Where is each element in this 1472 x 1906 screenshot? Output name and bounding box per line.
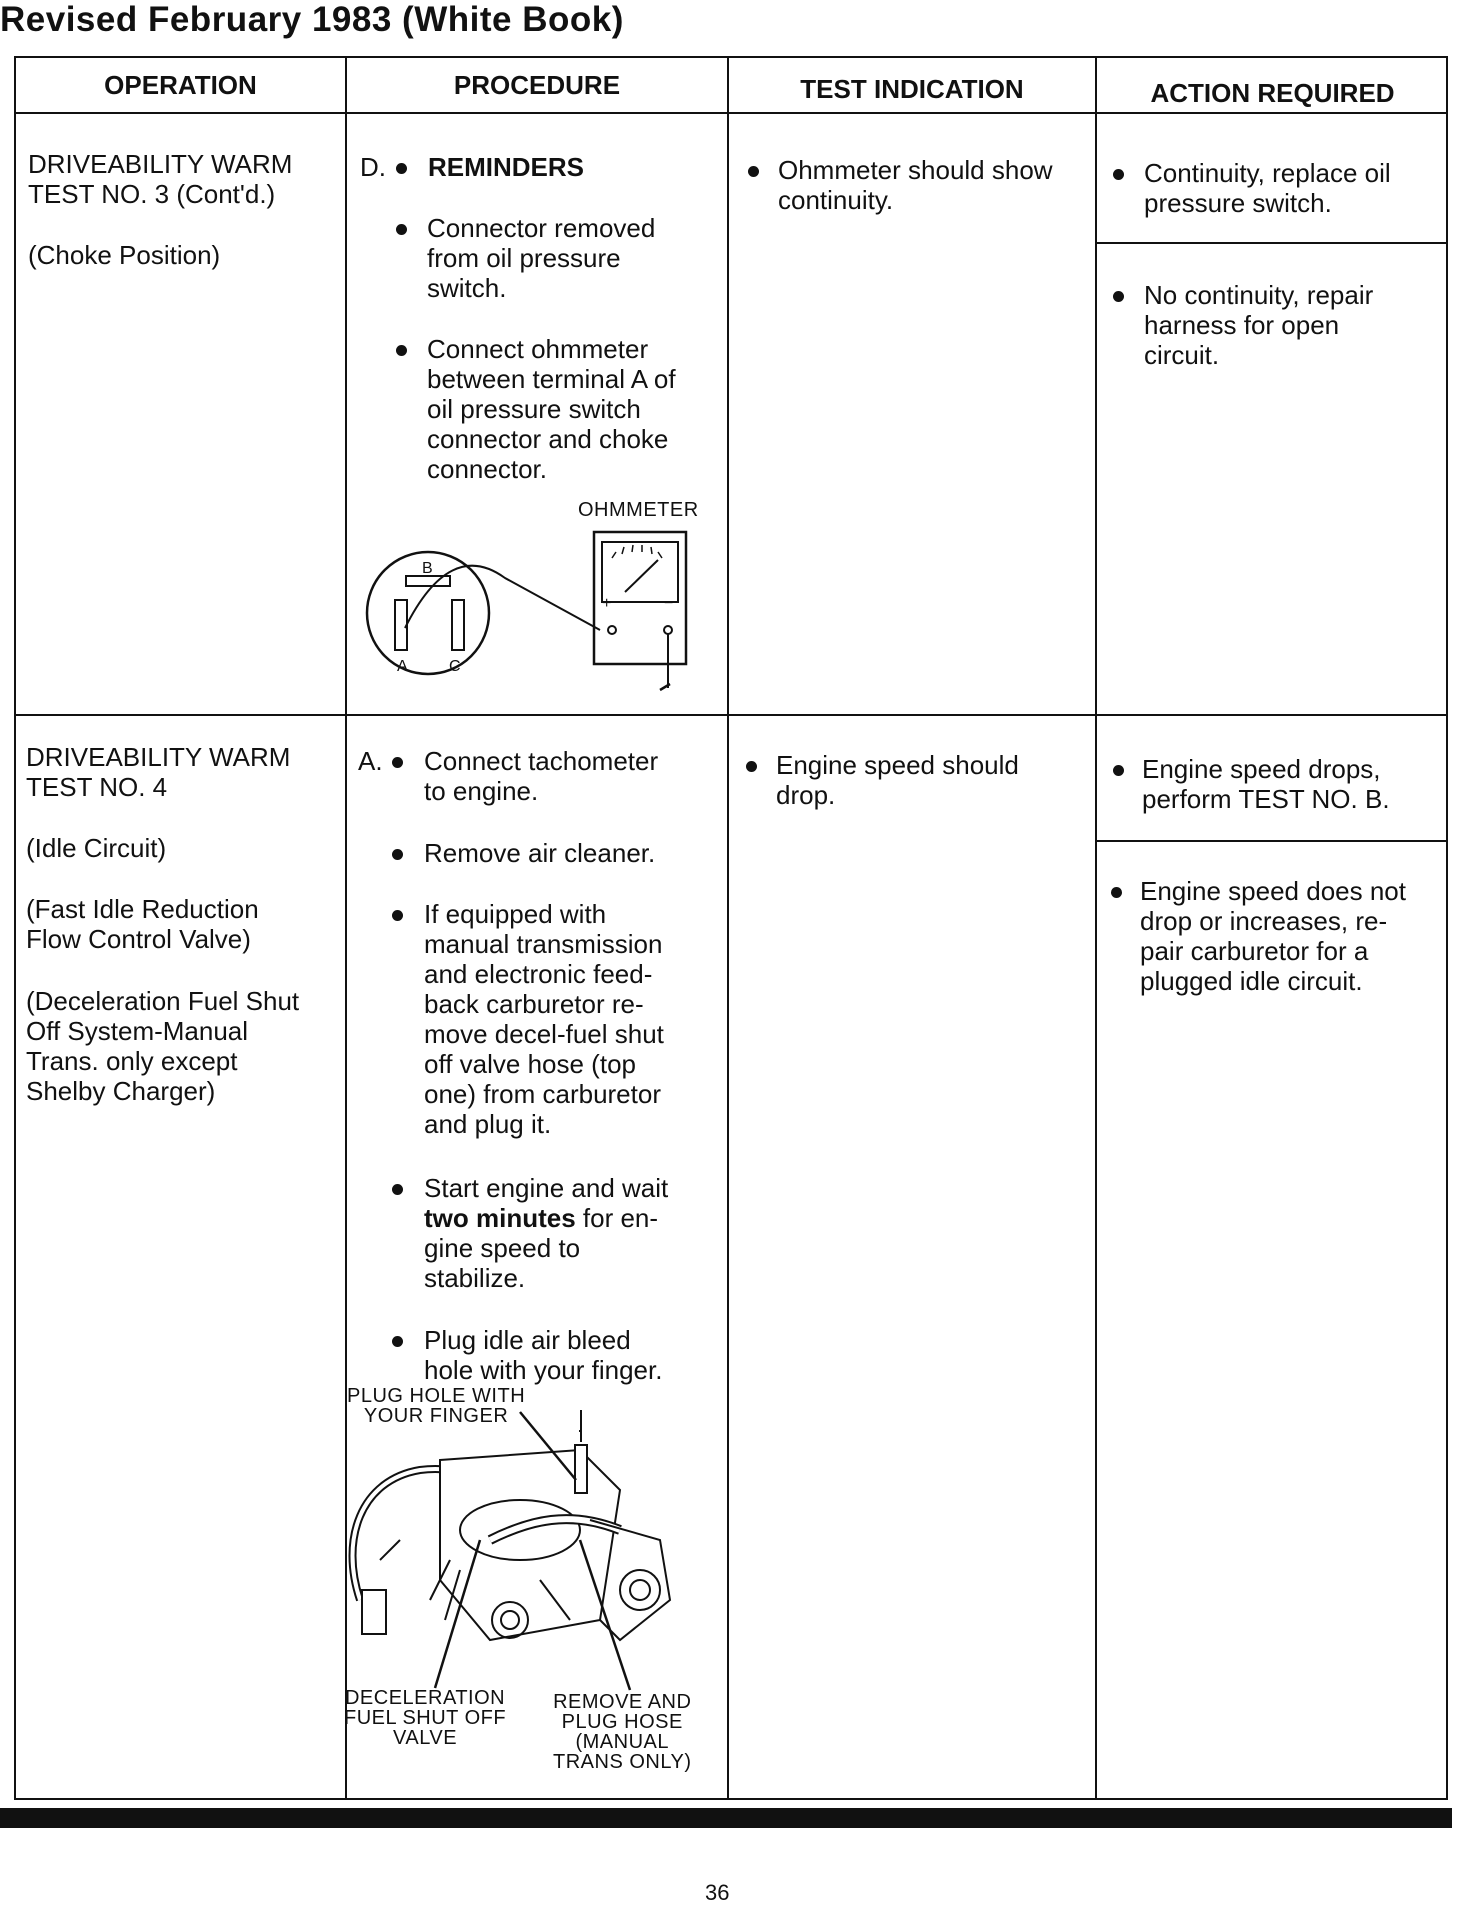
footer-rule (0, 1808, 1452, 1828)
row2-operation-title: DRIVEABILITY WARM TEST NO. 4 (26, 742, 291, 802)
terminal-b-label: B (422, 560, 434, 577)
bullet-icon (392, 849, 403, 860)
row2-operation-note-1: (Idle Circuit) (26, 833, 167, 863)
bullet-icon (1111, 887, 1122, 898)
row2-procedure-item-2: Remove air cleaner. (424, 838, 656, 868)
plug-hole-label: PLUG HOLE WITH YOUR FINGER (347, 1385, 526, 1427)
bullet-icon (396, 345, 407, 356)
row2-procedure-item-3: If equipped with manual transmission and electronic feed- back carburetor re- move decel-fuel shut off valve hose (top one) from carburetor and plug it. (424, 899, 664, 1139)
column-header-action-required: ACTION REQUIRED (1150, 78, 1395, 108)
bullet-icon (1113, 765, 1124, 776)
page-title: Revised February 1983 (White Book) (0, 0, 624, 39)
row2-action-1: Engine speed drops, perform TEST NO. B. (1142, 754, 1390, 814)
row1-reminders-heading: REMINDERS (428, 152, 585, 182)
row-divider (14, 714, 1448, 716)
action-divider-1 (1095, 242, 1448, 244)
bullet-icon (392, 757, 403, 768)
remove-hose-label: REMOVE AND PLUG HOSE (MANUAL TRANS ONLY) (553, 1691, 692, 1773)
bullet-icon (392, 910, 403, 921)
terminal-c-label: C (449, 658, 462, 675)
row1-test-indication: Ohmmeter should show continuity. (778, 155, 1053, 215)
bullet-icon (1113, 291, 1124, 302)
bullet-icon (748, 166, 759, 177)
start-engine-text: Start engine and wait (424, 1173, 669, 1203)
row1-step-label: D. (360, 152, 386, 182)
bullet-icon (746, 761, 757, 772)
row1-operation-title: DRIVEABILITY WARM TEST NO. 3 (Cont'd.) (28, 149, 293, 209)
two-minutes-emphasis: two minutes (424, 1203, 576, 1233)
row1-procedure-item-2: Connect ohmmeter between terminal A of oil pressure switch connector and choke connector. (427, 334, 676, 484)
row2-procedure-item-1: Connect tachometer to engine. (424, 746, 659, 806)
start-engine-text-rest: gine speed to stabilize. (424, 1233, 581, 1293)
start-engine-text-cont: for en- (575, 1203, 659, 1233)
terminal-a-label: A (397, 658, 409, 675)
carburetor-diagram (340, 1420, 720, 1720)
row2-action-2: Engine speed does not drop or increases, re- pair carburetor for a plugged idle circuit. (1140, 876, 1406, 996)
col-divider-3 (1095, 56, 1097, 1800)
bullet-icon (396, 163, 407, 174)
bullet-icon (392, 1336, 403, 1347)
page-number: 36 (705, 1880, 730, 1905)
ohmmeter-label: OHMMETER (578, 499, 699, 521)
meter-minus-label: − (664, 595, 674, 612)
row2-step-label: A. (358, 746, 383, 776)
ohmmeter-diagram (360, 528, 690, 698)
col-divider-2 (727, 56, 729, 1800)
bullet-icon (1113, 169, 1124, 180)
row1-action-1: Continuity, replace oil pressure switch. (1144, 158, 1391, 218)
meter-plus-label: + (602, 595, 612, 612)
row2-procedure-item-4 (424, 1173, 668, 1293)
row1-procedure-item-1: Connector removed from oil pressure switch. (427, 213, 656, 303)
column-header-procedure: PROCEDURE (453, 70, 621, 100)
row1-operation-sub: (Choke Position) (28, 240, 221, 270)
row2-operation-note-3: (Deceleration Fuel Shut Off System-Manual Trans. only except Shelby Charger) (26, 986, 300, 1106)
header-rule (14, 112, 1448, 114)
row2-procedure-item-5: Plug idle air bleed hole with your finger. (424, 1325, 663, 1385)
action-divider-2 (1095, 840, 1448, 842)
row2-operation-note-2: (Fast Idle Reduction Flow Control Valve) (26, 894, 259, 954)
bullet-icon (392, 1184, 403, 1195)
decel-valve-label: DECELERATION FUEL SHUT OFF VALVE (344, 1687, 507, 1749)
row1-action-2: No continuity, repair harness for open circuit. (1144, 280, 1374, 370)
row2-test-indication: Engine speed should drop. (776, 750, 1019, 810)
column-header-operation: OPERATION (104, 70, 257, 100)
column-header-test-indication: TEST INDICATION (800, 74, 1024, 104)
bullet-icon (396, 224, 407, 235)
